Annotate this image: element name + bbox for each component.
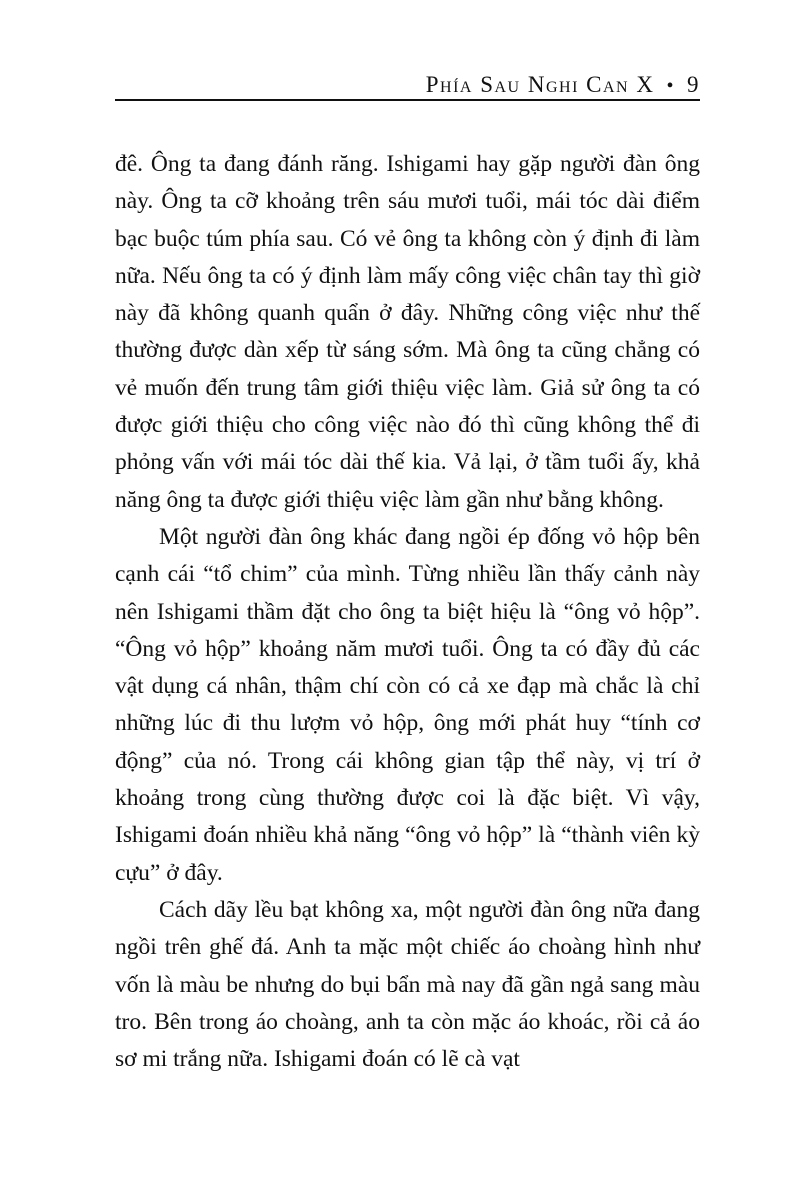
paragraph: Một người đàn ông khác đang ngồi ép đống vỏ hộp bên cạnh cái “tổ chim” của mình. Từng nhiều lần thấy cảnh này nên Ishigami thầm đặt cho ông ta biệt hiệu là “ông vỏ hộp”. “Ông vỏ hộp” khoảng năm mươi tuổi. Ông ta có đầy đủ các vật dụng cá nhân, thậm chí còn có cả xe đạp mà chắc là chỉ những lúc đi thu lượm vỏ hộp, ông mới phát huy “tính cơ động” của nó. Trong cái không gian tập thể này, vị trí ở khoảng trong cùng thường được coi là đặc biệt. Vì vậy, Ishigami đoán nhiều khả năng “ông vỏ hộp” là “thành viên kỳ cựu” ở đây. bbox=[115, 523, 700, 886]
header-rule bbox=[115, 99, 700, 101]
paragraph-continued: đê. Ông ta đang đánh răng. Ishigami hay gặp người đàn ông này. Ông ta cỡ khoảng trên sáu mươi tuổi, mái tóc dài điểm bạc buộc túm phía sau. Có vẻ ông ta không còn ý định đi làm nữa. Nếu ông ta có ý định làm mấy công việc chân tay thì giờ này đã không quanh quẩn ở đây. Những công việc như thế thường được dàn xếp từ sáng sớm. Mà ông ta cũng chẳng có vẻ muốn đến trung tâm giới thiệu việc làm. Giả sử ông ta có được giới thiệu cho công việc nào đó thì cũng không thể đi phỏng vấn với mái tóc dài thế kia. Vả lại, ở tầm tuổi ấy, khả năng ông ta được giới thiệu việc làm gần như bằng không. bbox=[115, 151, 700, 513]
body-text bbox=[115, 146, 700, 1078]
page-number: 9 bbox=[687, 72, 700, 97]
header-separator: • bbox=[666, 75, 675, 97]
paragraph: Cách dãy lều bạt không xa, một người đàn ông nữa đang ngồi trên ghế đá. Anh ta mặc một chiếc áo choàng hình như vốn là màu be nhưng do bụi bẩn mà nay đã gần ngả sang màu tro. Bên trong áo choàng, anh ta còn mặc áo khoác, rồi cả áo sơ mi trắng nữa. Ishigami đoán có lẽ cà vạt bbox=[115, 896, 700, 1073]
book-title: Phía Sau Nghi Can X bbox=[425, 72, 655, 97]
running-header bbox=[115, 66, 700, 98]
